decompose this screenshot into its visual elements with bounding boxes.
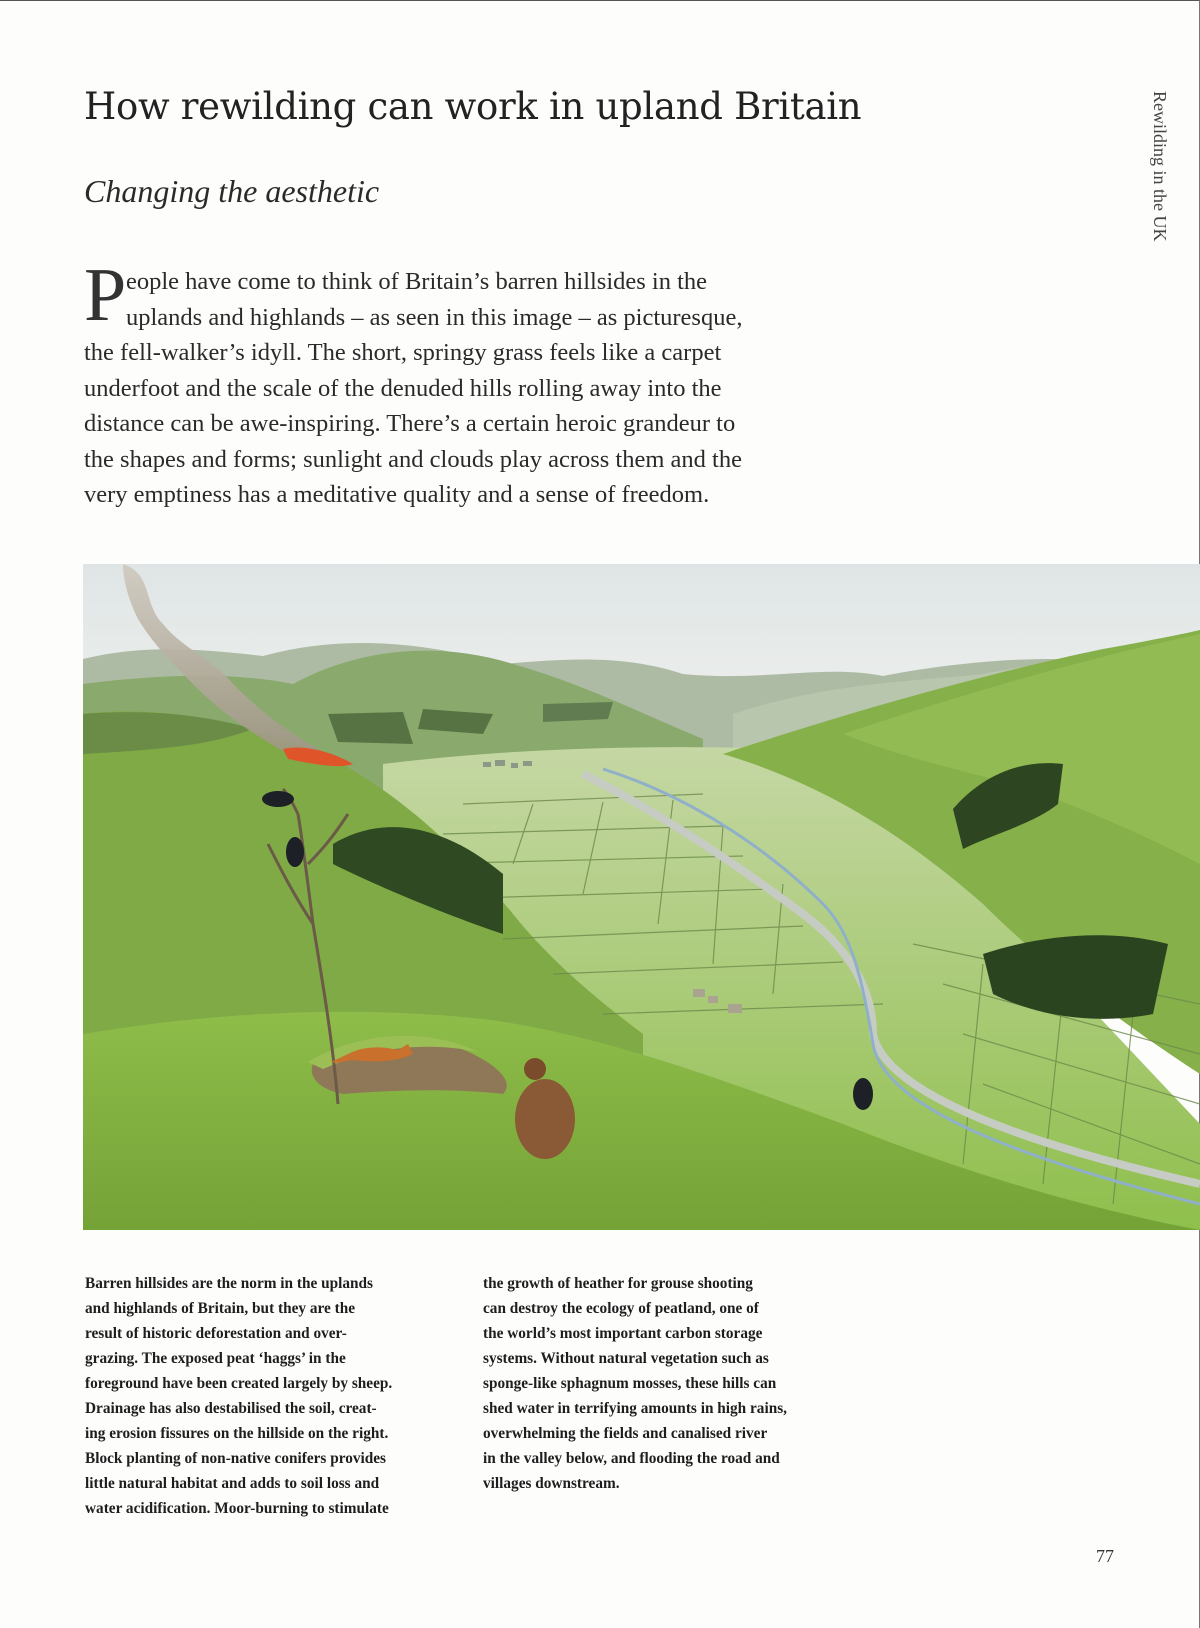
caption-line: the world’s most important carbon storage	[483, 1325, 763, 1342]
illustration-caption-right	[483, 1271, 787, 1496]
caption-line: Drainage has also destabilised the soil, creat-	[85, 1400, 377, 1417]
crow-foreground	[853, 1078, 873, 1110]
caption-line: in the valley below, and flooding the road and	[483, 1450, 780, 1467]
intro-line: uplands and highlands – as seen in this image – as picturesque,	[126, 303, 743, 331]
conifer-block-far-3	[543, 702, 613, 722]
caption-line: ing erosion fissures on the hillside on the right.	[85, 1425, 389, 1442]
illustration-caption-left	[85, 1271, 392, 1521]
upland-valley-illustration	[83, 564, 1200, 1230]
section-subtitle: Changing the aesthetic	[84, 173, 380, 209]
caption-line: foreground have been created largely by sheep.	[85, 1375, 393, 1392]
page-number: 77	[1096, 1546, 1114, 1566]
intro-line: the shapes and forms; sunlight and clouds play across them and the	[84, 445, 742, 473]
crow-on-tree-upper	[262, 791, 294, 807]
caption-line: little natural habitat and adds to soil loss and	[85, 1475, 380, 1492]
caption-line: systems. Without natural vegetation such as	[483, 1350, 769, 1367]
caption-line: grazing. The exposed peat ‘haggs’ in the	[85, 1350, 346, 1367]
crow-on-tree-lower	[286, 837, 304, 867]
caption-line: villages downstream.	[483, 1475, 620, 1492]
conifer-block-far-1	[328, 712, 413, 744]
page-title: How rewilding can work in upland Britain	[84, 85, 862, 128]
caption-line: overwhelming the fields and canalised river	[483, 1425, 768, 1442]
intro-line: eople have come to think of Britain’s barren hillsides in the	[126, 268, 708, 295]
drop-cap: P	[84, 253, 127, 337]
caption-line: can destroy the ecology of peatland, one of	[483, 1300, 759, 1317]
caption-line: the growth of heather for grouse shooting	[483, 1275, 753, 1292]
intro-line: very emptiness has a meditative quality and a sense of freedom.	[84, 481, 710, 508]
caption-line: shed water in terrifying amounts in high rains,	[483, 1400, 787, 1417]
running-head: Rewilding in the UK	[1150, 91, 1170, 242]
caption-line: Barren hillsides are the norm in the uplands	[85, 1275, 373, 1292]
intro-line: the fell-walker’s idyll. The short, springy grass feels like a carpet	[84, 339, 722, 366]
intro-line: distance can be awe-inspiring. There’s a certain heroic grandeur to	[84, 410, 736, 437]
red-grouse-head	[524, 1058, 546, 1080]
red-grouse	[515, 1079, 575, 1159]
caption-line: water acidification. Moor-burning to stimulate	[85, 1500, 389, 1517]
caption-line: Block planting of non-native conifers provides	[85, 1450, 387, 1467]
intro-line: underfoot and the scale of the denuded hills rolling away into the	[84, 374, 722, 402]
caption-line: and highlands of Britain, but they are the	[85, 1300, 356, 1317]
intro-paragraph	[84, 264, 824, 513]
caption-line: result of historic deforestation and over-	[85, 1325, 347, 1342]
caption-line: sponge-like sphagnum mosses, these hills can	[483, 1375, 777, 1392]
